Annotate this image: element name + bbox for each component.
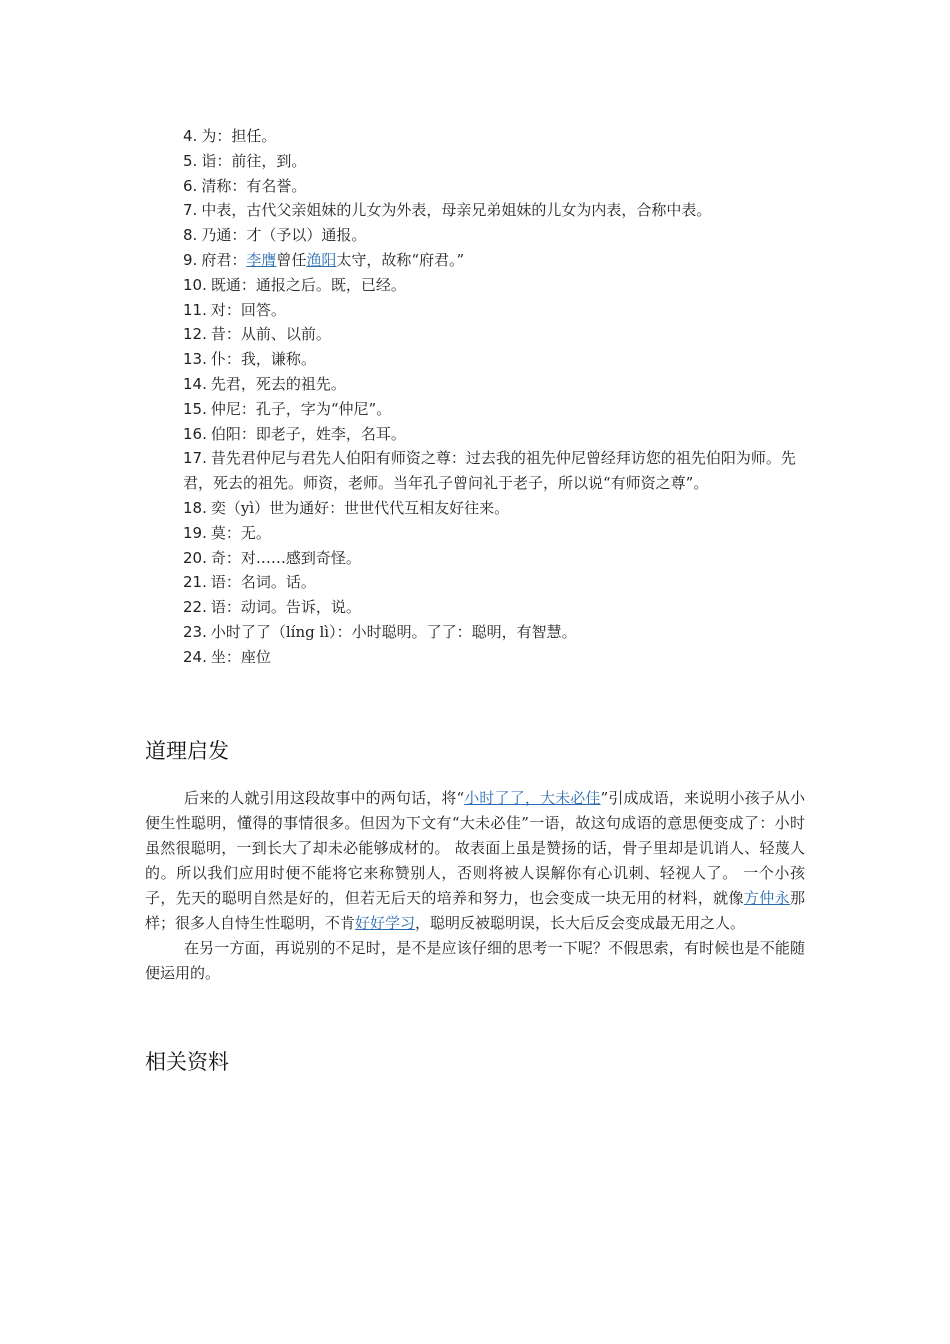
annotation-item: [183, 149, 808, 174]
annotation-number: 18.: [183, 498, 207, 517]
paragraph-text: ，聪明反被聪明误，长大后反会变成最无用之人。: [415, 914, 746, 932]
annotation-text: 为：担任。: [201, 127, 277, 145]
annotation-number: 5.: [183, 151, 198, 170]
annotation-number: 19.: [183, 523, 207, 542]
annotation-item: [183, 223, 808, 248]
annotation-number: 10.: [183, 275, 207, 294]
annotation-number: 12.: [183, 325, 207, 344]
section-heading-xiangguan: 相关资料: [145, 1050, 229, 1074]
annotation-item: [183, 273, 808, 298]
annotation-number: 14.: [183, 374, 207, 393]
annotation-item: [183, 124, 808, 149]
paragraph-text: ”引成成语，来说明小孩子从小便生性聪明，懂得的事情很多。但因为下文有“大未必佳”一语，故这句成语的意思便变成了：小时虽然很聪明，一到长大了却未必能够成材的。 故表面上虽是赞扬的话，骨子里却是讥诮人、轻蔑人的。所以我们应用时便不能将它来称赞别人，否则将被人误解你有心讥刺、轻视人了。 一个小孩子，先天的聪明自然是好的，但若无后天的培养和努力，也会变成一块无用的材料，就像: [145, 789, 806, 907]
annotation-item: [183, 595, 808, 620]
annotation-text: 语：名词。话。: [210, 573, 316, 592]
annotation-text: 奇：对……感到奇怪。: [210, 548, 361, 567]
annotation-text: 仆：我，谦称。: [210, 350, 316, 369]
annotation-text: 昔先君仲尼与君先人伯阳有师资之尊：过去我的祖先仲尼曾经拜访您的祖先伯阳为师。先君，死去的祖先。师资，老师。当年孔子曾问礼于老子，所以说“有师资之尊”。: [183, 449, 796, 493]
annotation-text: 语：动词。告诉，说。: [210, 598, 361, 617]
annotation-item: [183, 174, 808, 199]
annotation-number: 6.: [183, 176, 198, 195]
paragraph-text: 后来的人就引用这段故事中的两句话，将“: [184, 789, 465, 807]
annotation-number: 11.: [183, 300, 207, 319]
annotation-item: [183, 198, 808, 223]
annotation-item: [183, 645, 808, 670]
paragraph: 在另一方面，再说别的不足时，是不是应该仔细的思考一下呢？不假思索，有时候也是不能随便运用的。: [145, 939, 805, 982]
annotation-text: 伯阳：即老子，姓李，名耳。: [210, 424, 406, 443]
annotation-item: [183, 521, 808, 546]
annotation-text: 小时了了（líng lì）：小时聪明。了了：聪明，有智慧。: [210, 622, 577, 641]
annotation-text: 清称：有名誉。: [201, 176, 307, 195]
annotation-middle: 曾任: [276, 250, 307, 269]
annotation-number: 23.: [183, 622, 207, 641]
annotation-number: 9.: [183, 250, 198, 269]
annotation-text: 莫：无。: [210, 523, 271, 542]
li-ying-link[interactable]: 李膺: [246, 250, 277, 269]
fang-zhongyong-link[interactable]: 方仲永: [743, 889, 790, 907]
annotation-text: 昔：从前、以前。: [210, 325, 331, 344]
annotation-item: [183, 422, 808, 447]
annotation-number: 16.: [183, 424, 207, 443]
annotation-number: 17.: [183, 449, 207, 468]
paragraph-text: 那样；很多人自恃生性聪明，不肯: [145, 889, 805, 932]
annotation-number: 22.: [183, 598, 207, 617]
daoli-body: [145, 786, 805, 986]
annotation-item: [183, 446, 808, 496]
annotation-item: [183, 248, 808, 273]
annotation-text: 既通：通报之后。既，已经。: [210, 275, 406, 294]
annotation-number: 21.: [183, 573, 207, 592]
annotation-text: 乃通：才（予以）通报。: [201, 226, 367, 245]
annotation-item: [183, 372, 808, 397]
section-heading-daoli: 道理启发: [145, 739, 229, 763]
annotation-number: 7.: [183, 201, 198, 220]
annotation-item: [183, 546, 808, 571]
study-hard-link[interactable]: 好好学习: [355, 914, 416, 932]
annotation-item: [183, 397, 808, 422]
annotation-item: [183, 496, 808, 521]
annotation-text: 仲尼：孔子，字为“仲尼”。: [210, 399, 392, 418]
annotation-number: 8.: [183, 226, 198, 245]
annotation-text: [201, 251, 464, 269]
yuyang-link[interactable]: 渔阳: [306, 250, 337, 269]
annotation-number: 4.: [183, 127, 198, 145]
annotation-text: 对：回答。: [210, 300, 286, 319]
annotation-item: [183, 298, 808, 323]
annotation-number: 20.: [183, 548, 207, 567]
annotation-text: 诣：前往，到。: [201, 151, 307, 170]
annotation-number: 24.: [183, 647, 207, 666]
annotation-text: 奕（yì）世为通好：世世代代互相友好往来。: [210, 498, 510, 517]
annotation-item: [183, 347, 808, 372]
annotation-number: 13.: [183, 350, 207, 369]
annotation-number: 15.: [183, 399, 207, 418]
annotation-text: 中表，古代父亲姐妹的儿女为外表，母亲兄弟姐妹的儿女为内表，合称中表。: [201, 201, 712, 220]
idiom-link[interactable]: 小时了了，大未必佳: [464, 789, 601, 807]
annotation-item: [183, 620, 808, 645]
annotation-suffix: 太守，故称“府君。”: [336, 250, 465, 269]
paragraph: [145, 786, 805, 936]
annotation-prefix: 府君：: [201, 250, 247, 269]
annotation-text: 坐：座位: [210, 647, 271, 666]
annotation-list: [183, 124, 808, 670]
annotation-text: 先君，死去的祖先。: [210, 374, 346, 393]
annotation-item: [183, 570, 808, 595]
annotation-item: [183, 322, 808, 347]
